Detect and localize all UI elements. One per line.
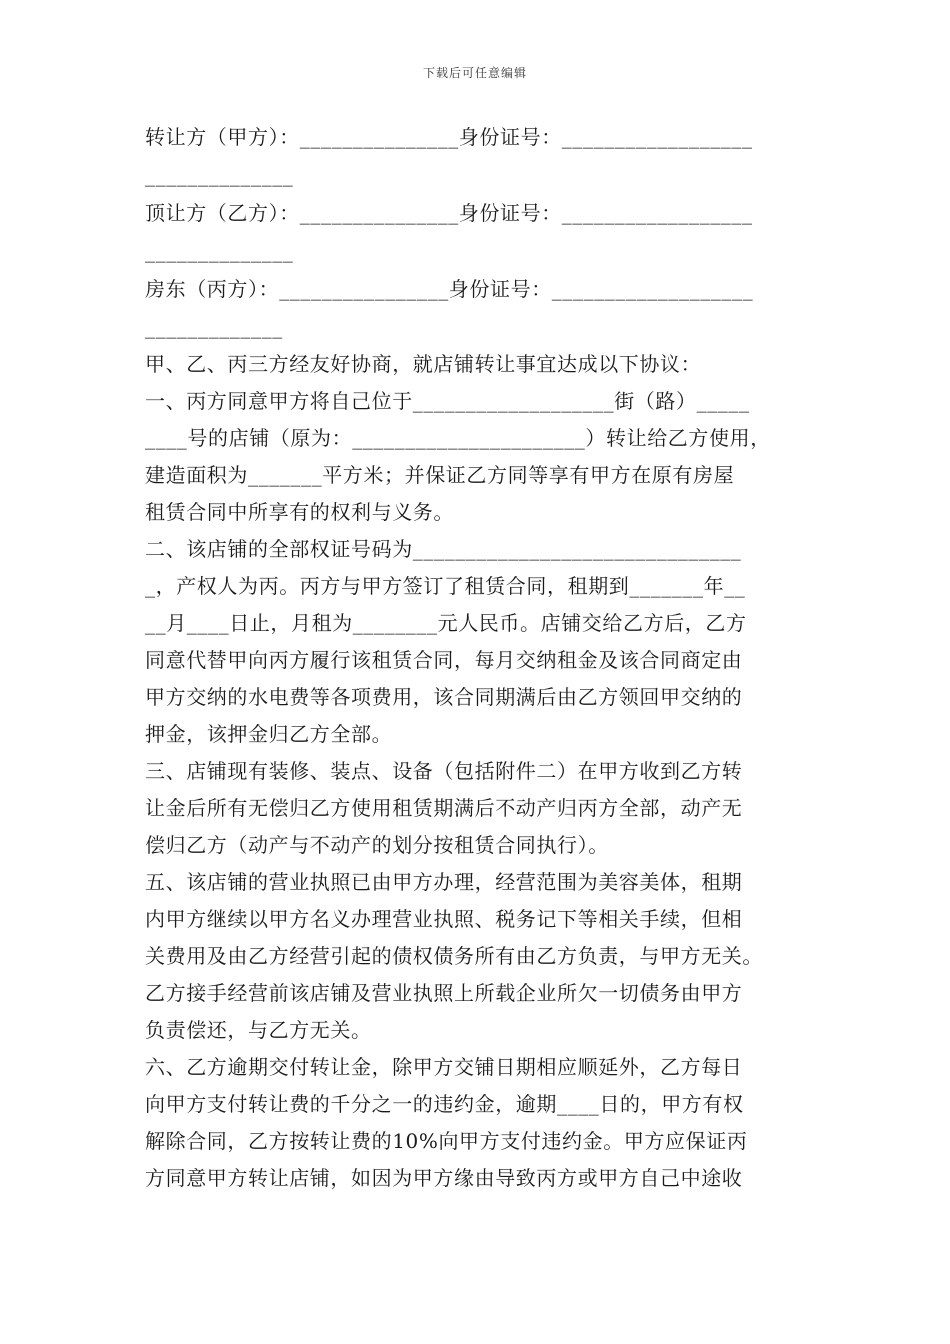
- clause-2-line-2: _，产权人为丙。丙方与甲方签订了租赁合同，租期到_______年__: [145, 574, 746, 598]
- clause-1-line-4: 租赁合同中所享有的权利与义务。: [145, 500, 454, 524]
- clause-3-line-2: 让金后所有无偿归乙方使用租赁期满后不动产归丙方全部，动产无: [145, 796, 743, 820]
- clause-2-line-4: 同意代替甲向丙方履行该租赁合同，每月交纳租金及该合同商定由: [145, 648, 743, 672]
- landlord-line-continued: _____________: [145, 315, 283, 339]
- clause-5-line-5: 负责偿还，与乙方无关。: [145, 1018, 372, 1042]
- clause-6-line-2: 向甲方支付转让费的千分之一的违约金，逾期____日的，甲方有权: [145, 1092, 744, 1116]
- clause-2-line-3: __月____日止，月租为________元人民币。店铺交给乙方后，乙方: [145, 611, 747, 635]
- clause-5-line-4: 乙方接手经营前该店铺及营业执照上所载企业所欠一切债务由甲方: [145, 981, 743, 1005]
- transferor-line-continued: ______________: [145, 163, 294, 187]
- transferee-line-continued: ______________: [145, 239, 294, 263]
- landlord-line: 房东（丙方）：________________身份证号：___________________: [145, 277, 754, 301]
- clause-6-line-4: 方同意甲方转让店铺，如因为甲方缘由导致丙方或甲方自己中途收: [145, 1166, 743, 1190]
- clause-2-line-6: 押金，该押金归乙方全部。: [145, 722, 393, 746]
- clause-1-line-2: ____号的店铺（原为：______________________）转让给乙方使用，: [145, 426, 771, 450]
- page-header-note: 下载后可任意编辑: [422, 66, 527, 80]
- clause-5-line-1: 五、该店铺的营业执照已由甲方办理，经营范围为美容美体，租期: [145, 870, 743, 894]
- clause-6-line-3: 解除合同，乙方按转让费的10%向甲方支付违约金。甲方应保证丙: [145, 1129, 748, 1153]
- clause-2-line-1: 二、该店铺的全部权证号码为_______________________________: [145, 537, 742, 561]
- transferor-line: 转让方（甲方）：_______________身份证号：__________________: [145, 125, 753, 149]
- contract-body: [145, 118, 810, 1197]
- clause-1-line-1: 一、丙方同意甲方将自己位于___________________街（路）_____: [145, 389, 750, 413]
- clause-5-line-3: 关费用及由乙方经营引起的债权债务所有由乙方负责，与甲方无关。: [145, 944, 763, 968]
- clause-2-line-5: 甲方交纳的水电费等各项费用，该合同期满后由乙方领回甲交纳的: [145, 685, 743, 709]
- agreement-intro: 甲、乙、丙三方经友好协商，就店铺转让事宜达成以下协议：: [145, 352, 702, 376]
- transferee-line: 顶让方（乙方）：_______________身份证号：__________________: [145, 201, 753, 225]
- clause-3-line-1: 三、店铺现有装修、装点、设备（包括附件二）在甲方收到乙方转: [145, 759, 743, 783]
- clause-3-line-3: 偿归乙方（动产与不动产的划分按租赁合同执行）。: [145, 833, 609, 857]
- clause-1-line-3: 建造面积为_______平方米；并保证乙方同等享有甲方在原有房屋: [145, 463, 735, 487]
- clause-5-line-2: 内甲方继续以甲方名义办理营业执照、税务记下等相关手续，但相: [145, 907, 743, 931]
- clause-6-line-1: 六、乙方逾期交付转让金，除甲方交铺日期相应顺延外，乙方每日: [145, 1055, 743, 1079]
